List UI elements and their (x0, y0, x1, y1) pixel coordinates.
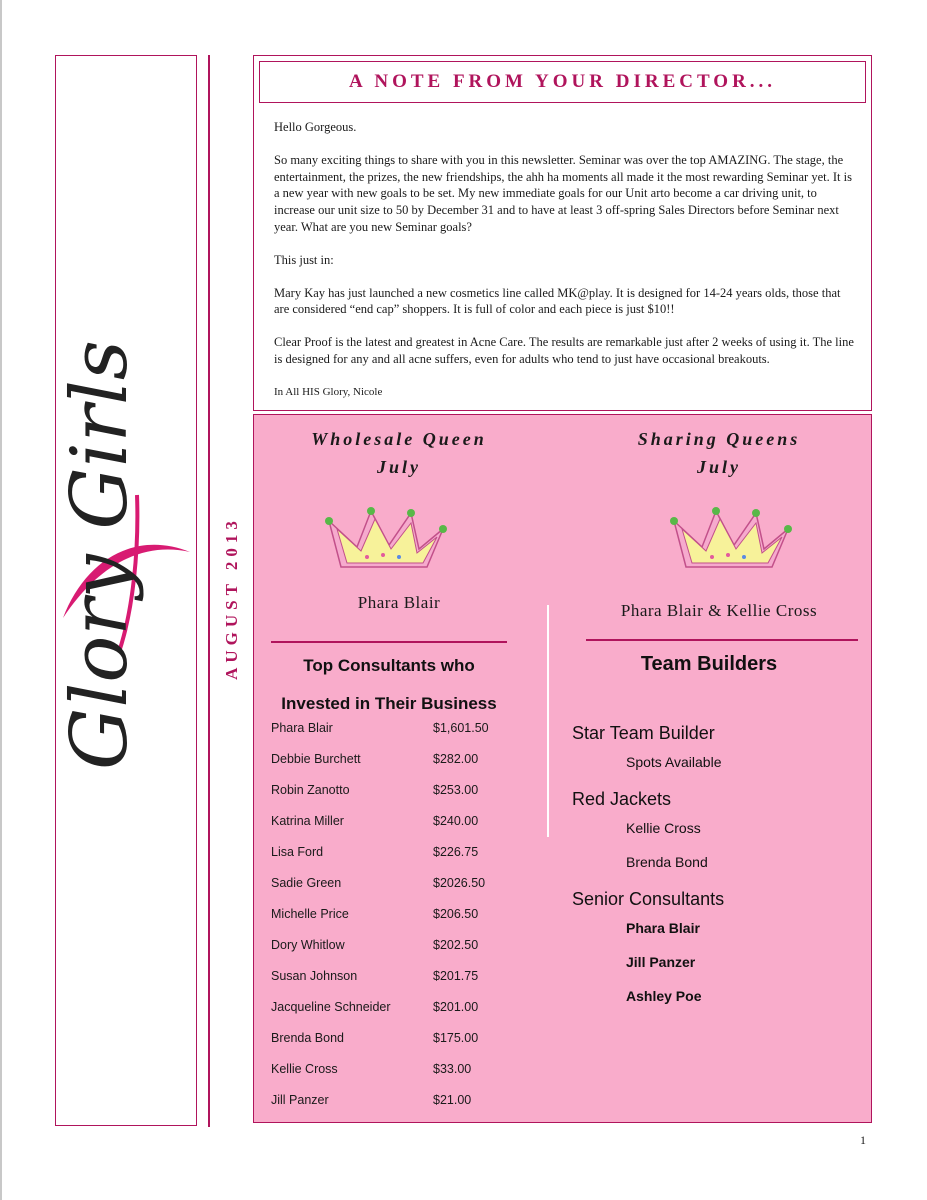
consultant-amount: $201.75 (433, 969, 479, 983)
consultant-amount: $226.75 (433, 845, 479, 859)
consultant-name: Michelle Price (271, 907, 349, 921)
section-divider (271, 641, 507, 643)
list-item (271, 876, 511, 907)
list-item (271, 814, 511, 845)
consultant-amount: $282.00 (433, 752, 479, 766)
consultant-name: Phara Blair (271, 721, 333, 735)
glory-girls-logo (55, 290, 197, 820)
list-item (271, 845, 511, 876)
crown-icon (664, 501, 794, 573)
list-item (271, 1062, 511, 1093)
team-builders-list (572, 721, 852, 1021)
column-divider (547, 605, 549, 837)
wholesale-queen-month: July (376, 457, 421, 477)
note-title-box (259, 61, 866, 103)
list-item (271, 721, 511, 752)
team-category-title: Star Team Builder (572, 723, 715, 743)
top-consultants-list (271, 721, 511, 1124)
issue-date: AUGUST 2013 (222, 516, 241, 680)
consultant-amount: $175.00 (433, 1031, 479, 1045)
consultant-name: Sadie Green (271, 876, 342, 890)
note-signature: In All HIS Glory, Nicole (274, 385, 383, 398)
top-consultants-heading (264, 647, 514, 723)
consultant-amount: $201.00 (433, 1000, 479, 1014)
note-paragraph: Mary Kay has just launched a new cosmetics line called MK@play. It is designed for 14-24 years olds, those that are considered “end cap” shoppers. It is full of color and each piece is just $10!! (274, 285, 841, 317)
top-consultants-heading-line: Invested in Their Business (281, 694, 497, 713)
team-member: Kellie Cross (626, 820, 701, 836)
note-paragraph: Clear Proof is the latest and greatest in Acne Care. The results are remarkable just after 2 weeks of using it. The line is designed for any and all acne suffers, even for adults who tend to just have occasional breakouts. (274, 335, 854, 366)
consultant-name: Jill Panzer (271, 1093, 329, 1107)
sharing-queens-month: July (696, 457, 741, 477)
consultant-name: Lisa Ford (271, 845, 324, 859)
consultant-name: Dory Whitlow (271, 938, 345, 952)
list-item (271, 752, 511, 783)
note-greeting: Hello Gorgeous. (274, 120, 357, 134)
wholesale-queen-title (264, 425, 534, 481)
consultant-amount: $2026.50 (433, 876, 486, 890)
page-number: 1 (860, 1133, 866, 1147)
sharing-queens-winner: Phara Blair & Kellie Cross (620, 601, 818, 620)
director-note (253, 55, 872, 411)
section-divider (586, 639, 858, 641)
sharing-queens-title-line: Sharing Queens (637, 429, 801, 449)
list-item (271, 1000, 511, 1031)
top-consultants-heading-line: Top Consultants who (303, 656, 475, 675)
consultant-name: Brenda Bond (271, 1031, 344, 1045)
team-category-title: Senior Consultants (572, 889, 725, 909)
consultant-amount: $253.00 (433, 783, 479, 797)
team-category-title: Red Jackets (572, 789, 672, 809)
sharing-queens-title (584, 425, 854, 481)
list-item (271, 1093, 511, 1124)
team-member: Brenda Bond (626, 854, 708, 870)
consultant-name: Kellie Cross (271, 1062, 338, 1076)
crown-icon (319, 501, 449, 573)
team-member: Spots Available (626, 754, 722, 770)
note-title: A NOTE FROM YOUR DIRECTOR... (348, 71, 777, 92)
consultant-amount: $206.50 (433, 907, 479, 921)
consultant-name: Robin Zanotto (271, 783, 350, 797)
note-paragraph: This just in: (274, 252, 334, 267)
team-builders-heading: Team Builders (640, 653, 778, 675)
team-member: Phara Blair (626, 920, 700, 936)
team-member: Ashley Poe (626, 988, 702, 1004)
consultant-name: Jacqueline Schneider (271, 1000, 391, 1014)
note-paragraph: So many exciting things to share with you in this newsletter. Seminar was over the top AMAZING. The stage, the entertainment, the prizes, the new friendships, the ahh ha moments all made it the most rewarding Seminar yet. It is a new year with new goals to be set. My new immediate goals for our Unit arto become a car driving unit, to increase our unit size to 50 by December 31 and to have at least 3 off-spring Sales Directors before Seminar next year. What are you new Seminar goals? (274, 152, 852, 234)
note-body (274, 119, 854, 401)
recognition-panel (253, 414, 872, 1123)
consultant-amount: $1,601.50 (433, 721, 489, 735)
team-member: Jill Panzer (626, 954, 696, 970)
consultant-name: Debbie Burchett (271, 752, 361, 766)
list-item (271, 1031, 511, 1062)
list-item (271, 938, 511, 969)
list-item (271, 969, 511, 1000)
consultant-amount: $202.50 (433, 938, 479, 952)
consultant-name: Susan Johnson (271, 969, 358, 983)
logo-text: Glory Girls (55, 340, 145, 770)
list-item (271, 907, 511, 938)
wholesale-queen-winner: Phara Blair (357, 593, 441, 612)
wholesale-queen-title-line: Wholesale Queen (311, 429, 487, 449)
list-item (271, 783, 511, 814)
page-edge-line (0, 0, 2, 1200)
consultant-amount: $33.00 (433, 1062, 472, 1076)
sidebar-rule (208, 55, 210, 1127)
consultant-amount: $240.00 (433, 814, 479, 828)
consultant-name: Katrina Miller (271, 814, 344, 828)
consultant-amount: $21.00 (433, 1093, 472, 1107)
